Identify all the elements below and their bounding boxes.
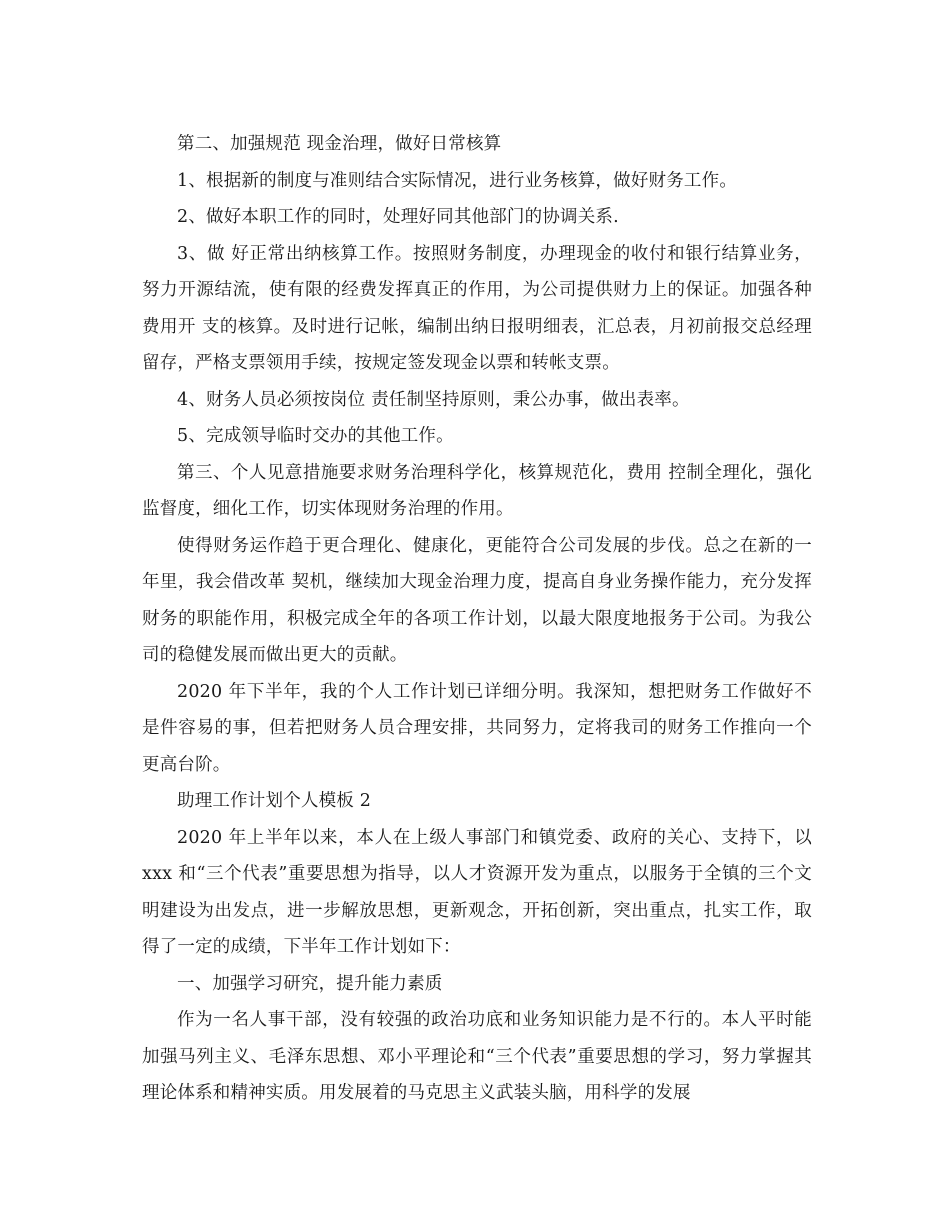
paragraph-item-3: 3、做 好正常出纳核算工作。按照财务制度，办理现金的收付和银行结算业务，努力开源结流，使有限的经费发挥真正的作用，为公司提供财力上的保证。加强各种费用开 支的核算。及时进行记帐，编制出纳日报明细表，汇总表，月初前报交总经理留存，严格支票领用手续，按规定签发现金以票和转帐支票。 (142, 243, 812, 373)
heading-study-research: 一、加强学习研究，提升能力素质 (177, 973, 443, 994)
paragraph-personnel-cadre: 作为一名人事干部，没有较强的政治功底和业务知识能力是不行的。本人平时能加强马列主义、毛泽东思想、邓小平理论和“三个代表”重要思想的学习，努力掌握其理论体系和精神实质。用发展着的马克思主义武装头脑，用科学的发展 (142, 1010, 812, 1103)
heading-personal-measures: 第三、个人见意措施要求财务治理科学化，核算规范化，费用 控制全理化，强化监督度，细化工作，切实体现财务治理的作用。 (142, 462, 812, 519)
paragraph-item-5: 5、完成领导临时交办的其他工作。 (177, 426, 454, 446)
paragraph-summary: 使得财务运作趋于更合理化、健康化，更能符合公司发展的步伐。总之在新的一年里，我会借改革 契机，继续加大现金治理力度，提高自身业务操作能力，充分发挥财务的职能作用，积极完成全年的各项工作计划，以最大限度地报务于公司。为我公司的稳健发展而做出更大的贡献。 (142, 535, 812, 665)
heading-cash-management: 第二、加强规范 现金治理，做好日常核算 (177, 134, 502, 154)
paragraph-second-half-plan: 2020 年下半年，我的个人工作计划已详细分明。我深知，想把财务工作做好不是件容易的事，但若把财务人员合理安排，共同努力，定将我司的财务工作推向一个更高台阶。 (142, 681, 812, 775)
paragraph-intro-2020: 2020 年上半年以来，本人在上级人事部门和镇党委、政府的关心、支持下，以 xxx 和“三个代表”重要思想为指导，以人才资源开发为重点，以服务于全镇的三个文明建设为出发点，进一步解放思想，更新观念，开拓创新，突出重点，扎实工作，取得了一定的成绩，下半年工作计划如下： (142, 827, 812, 957)
paragraph-item-4: 4、财务人员必须按岗位 责任制坚持原则，秉公办事，做出表率。 (177, 389, 690, 410)
section-title-template-2: 助理工作计划个人模板 2 (177, 791, 372, 811)
document-body (142, 126, 812, 1112)
paragraph-item-1: 1、根据新的制度与准则结合实际情况，进行业务核算，做好财务工作。 (177, 170, 738, 191)
paragraph-item-2: 2、做好本职工作的同时，处理好同其他部门的协调关系. (177, 207, 619, 227)
